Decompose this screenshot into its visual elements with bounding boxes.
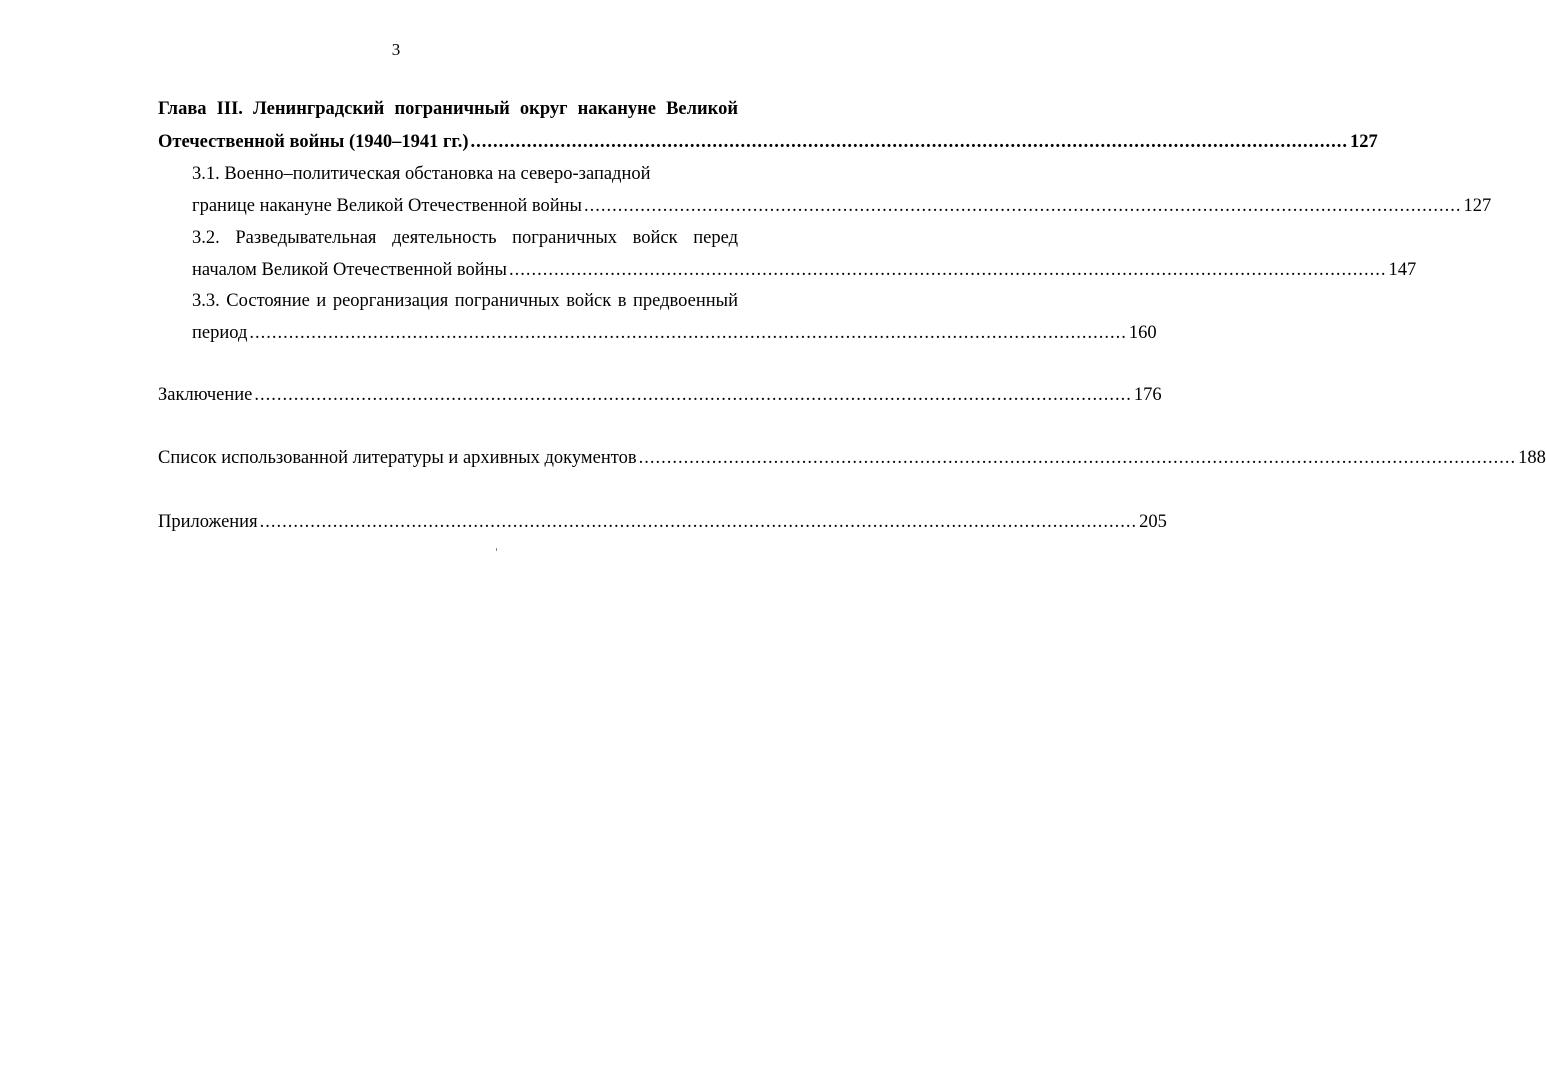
toc-chapter-3-title-text: Отечественной войны (1940–1941 гг.) (158, 132, 469, 152)
toc-section-3-1-line1: 3.1. Военно–политическая обстановка на северо-западной (192, 164, 651, 184)
scan-speck (496, 548, 497, 551)
toc-chapter-3-title-line2 (158, 130, 1378, 154)
toc-section-3-1-page: 127 (1463, 196, 1492, 216)
toc-section-3-3-page: 160 (1128, 323, 1157, 343)
toc-references-text: Список использованной литературы и архивных документов (158, 448, 637, 468)
toc-conclusion-page: 176 (1133, 385, 1162, 405)
toc-section-3-2-line1: 3.2. Разведывательная деятельность пограничных войск перед (192, 228, 738, 248)
toc-leader-dots: ............................................................................................................................................................ (470, 132, 1348, 152)
toc-conclusion (158, 383, 1162, 407)
toc-chapter-3-title-line1: Глава III. Ленинградский пограничный округ накануне Великой (158, 99, 738, 119)
toc-section-3-1-text: границе накануне Великой Отечественной войны (192, 196, 582, 216)
toc-section-3-3-text: период (192, 323, 248, 343)
toc-appendices-text: Приложения (158, 512, 258, 532)
toc-leader-dots: ............................................................................................................................................................ (249, 323, 1127, 343)
page-number: 3 (391, 40, 401, 59)
toc-leader-dots: ............................................................................................................................................................ (509, 260, 1387, 280)
toc-references (158, 446, 1546, 470)
toc-chapter-3-page: 127 (1350, 132, 1378, 152)
toc-section-3-3-line2 (192, 321, 1157, 345)
toc-leader-dots: ............................................................................................................................................................ (259, 512, 1138, 532)
toc-leader-dots: ............................................................................................................................................................ (583, 196, 1462, 216)
toc-section-3-2-page: 147 (1388, 260, 1417, 280)
toc-leader-dots: ............................................................................................................................................................ (254, 385, 1132, 405)
toc-section-3-3-line1: 3.3. Состояние и реорганизация пограничных войск в предвоенный (192, 291, 738, 311)
toc-section-3-2-line2 (192, 258, 1417, 282)
toc-conclusion-text: Заключение (158, 385, 253, 405)
toc-appendices (158, 510, 1167, 534)
toc-section-3-1-line2 (192, 194, 1492, 218)
toc-section-3-2-text: началом Великой Отечественной войны (192, 260, 507, 280)
toc-appendices-page: 205 (1139, 512, 1167, 532)
toc-leader-dots: ............................................................................................................................................................ (638, 448, 1517, 468)
toc-references-page: 188 (1518, 448, 1546, 468)
